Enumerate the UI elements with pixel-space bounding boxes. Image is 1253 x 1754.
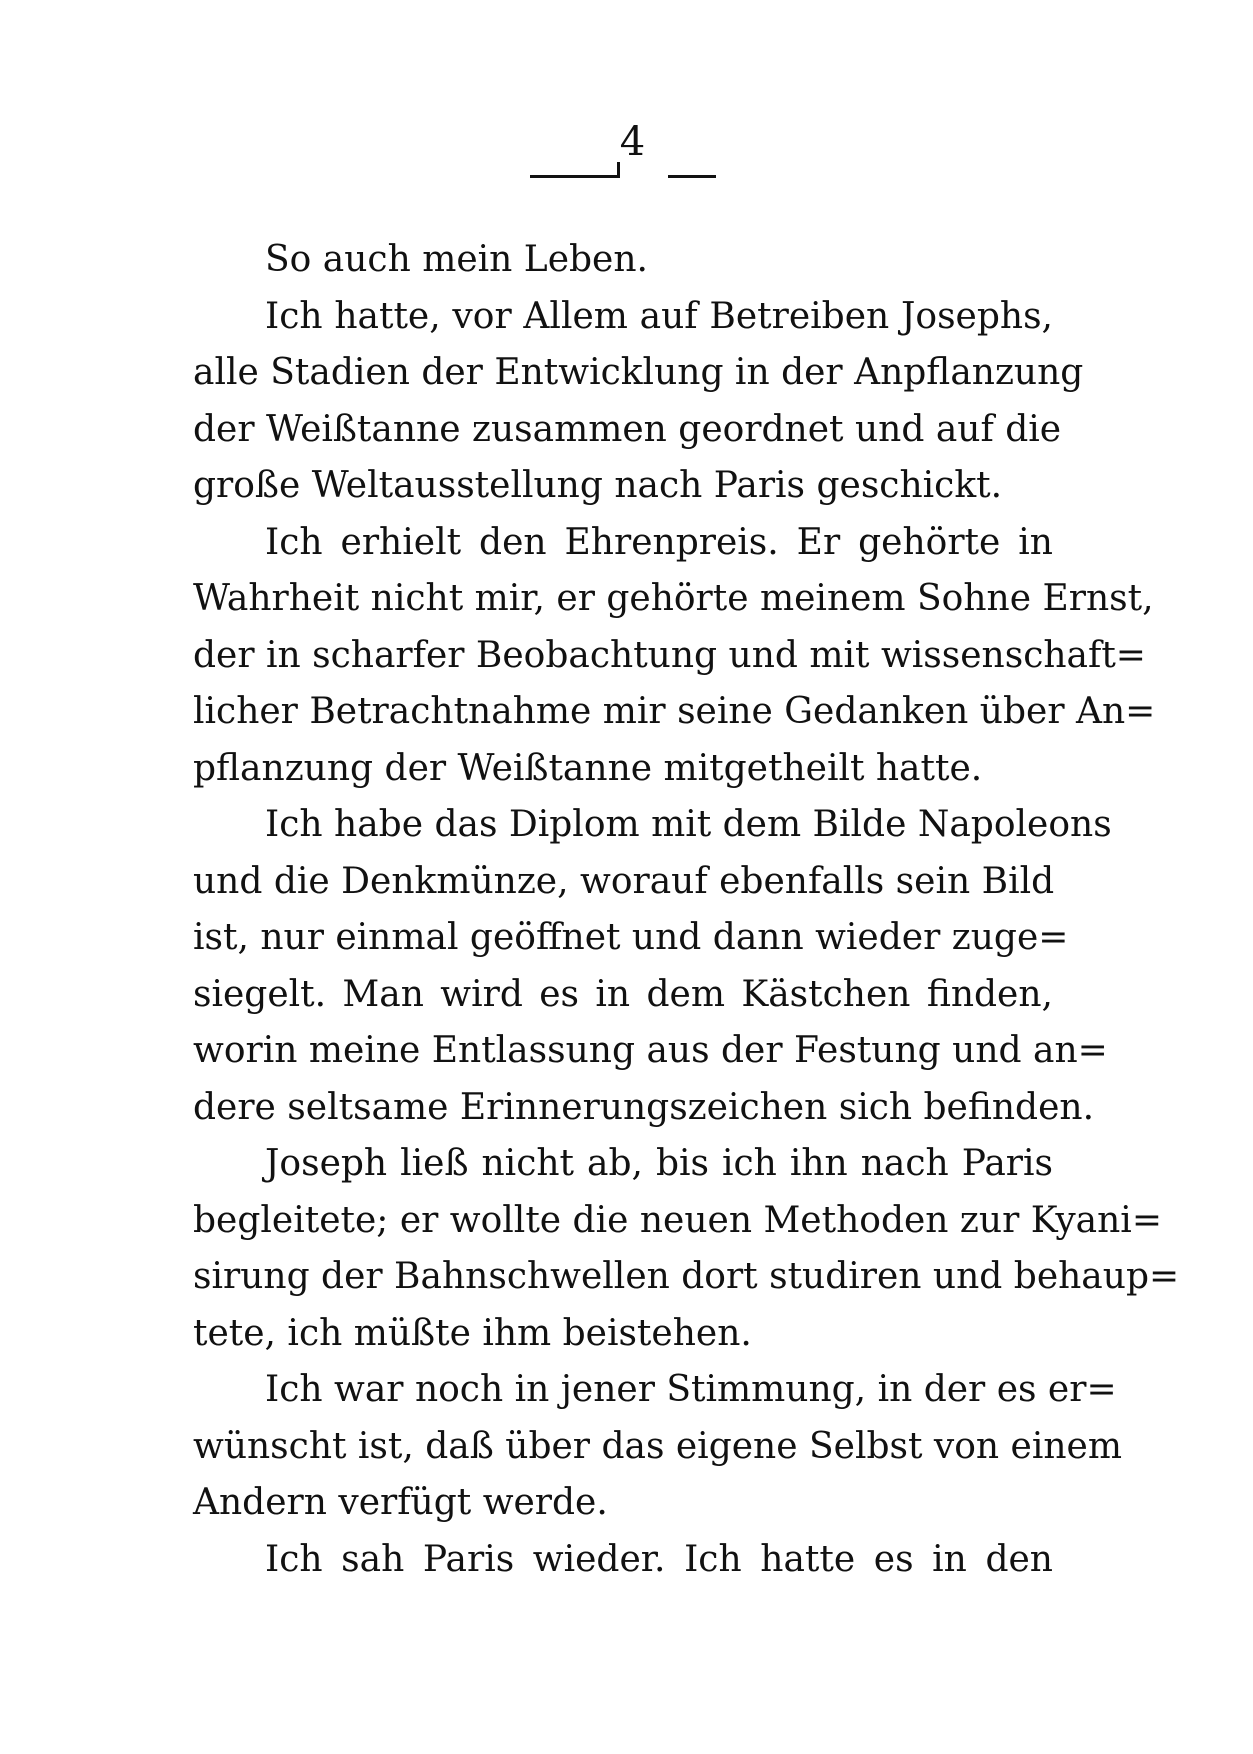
text-line: dere seltsame Erinnerungszeichen sich befinden. bbox=[193, 1086, 1095, 1128]
text-line: Ich war noch in jener Stimmung, in der es er= bbox=[265, 1369, 1117, 1410]
text-line: alle Stadien der Entwicklung in der Anpflanzung bbox=[193, 352, 1084, 393]
text-line: Joseph ließ nicht ab, bis ich ihn nach Paris bbox=[265, 1143, 1053, 1184]
text-line: Wahrheit nicht mir, er gehörte meinem Sohne Ernst, bbox=[193, 578, 1154, 619]
text-line: licher Betrachtnahme mir seine Gedanken über An= bbox=[193, 691, 1156, 732]
text-line: begleitete; er wollte die neuen Methoden zur Kyani= bbox=[193, 1199, 1162, 1241]
header-rule-right bbox=[668, 175, 716, 178]
text-line: Andern verfügt werde. bbox=[193, 1482, 608, 1523]
body-text bbox=[193, 232, 1180, 1588]
text-line: der Weißtanne zusammen geordnet und auf die bbox=[193, 408, 1062, 450]
text-line: sirung der Bahnschwellen dort studiren und behaup= bbox=[193, 1256, 1180, 1297]
text-line: pflanzung der Weißtanne mitgetheilt hatte. bbox=[193, 747, 983, 789]
text-line: Ich hatte, vor Allem auf Betreiben Josephs, bbox=[265, 295, 1053, 337]
header-rule-tick bbox=[617, 162, 620, 178]
text-line: ist, nur einmal geöffnet und dann wieder zuge= bbox=[193, 917, 1069, 958]
text-line: der in scharfer Beobachtung und mit wissenschaft= bbox=[193, 634, 1146, 676]
text-line: siegelt. Man wird es in dem Kästchen finden, bbox=[193, 973, 1053, 1015]
page-number: 4 bbox=[619, 119, 646, 165]
text-line: worin meine Entlassung aus der Festung und an= bbox=[193, 1030, 1108, 1071]
text-line: tete, ich müßte ihm beistehen. bbox=[193, 1312, 752, 1354]
text-line: wünscht ist, daß über das eigene Selbst von einem bbox=[193, 1425, 1122, 1467]
text-line: So auch mein Leben. bbox=[265, 239, 648, 280]
text-line: Ich erhielt den Ehrenpreis. Er gehörte in bbox=[265, 521, 1053, 563]
text-line: und die Denkmünze, worauf ebenfalls sein Bild bbox=[193, 860, 1055, 902]
header-rule-left bbox=[530, 175, 618, 178]
text-line: Ich habe das Diplom mit dem Bilde Napoleons bbox=[265, 804, 1112, 845]
text-line: Ich sah Paris wieder. Ich hatte es in den bbox=[265, 1538, 1053, 1580]
text-line: große Weltausstellung nach Paris geschickt. bbox=[193, 465, 1003, 506]
